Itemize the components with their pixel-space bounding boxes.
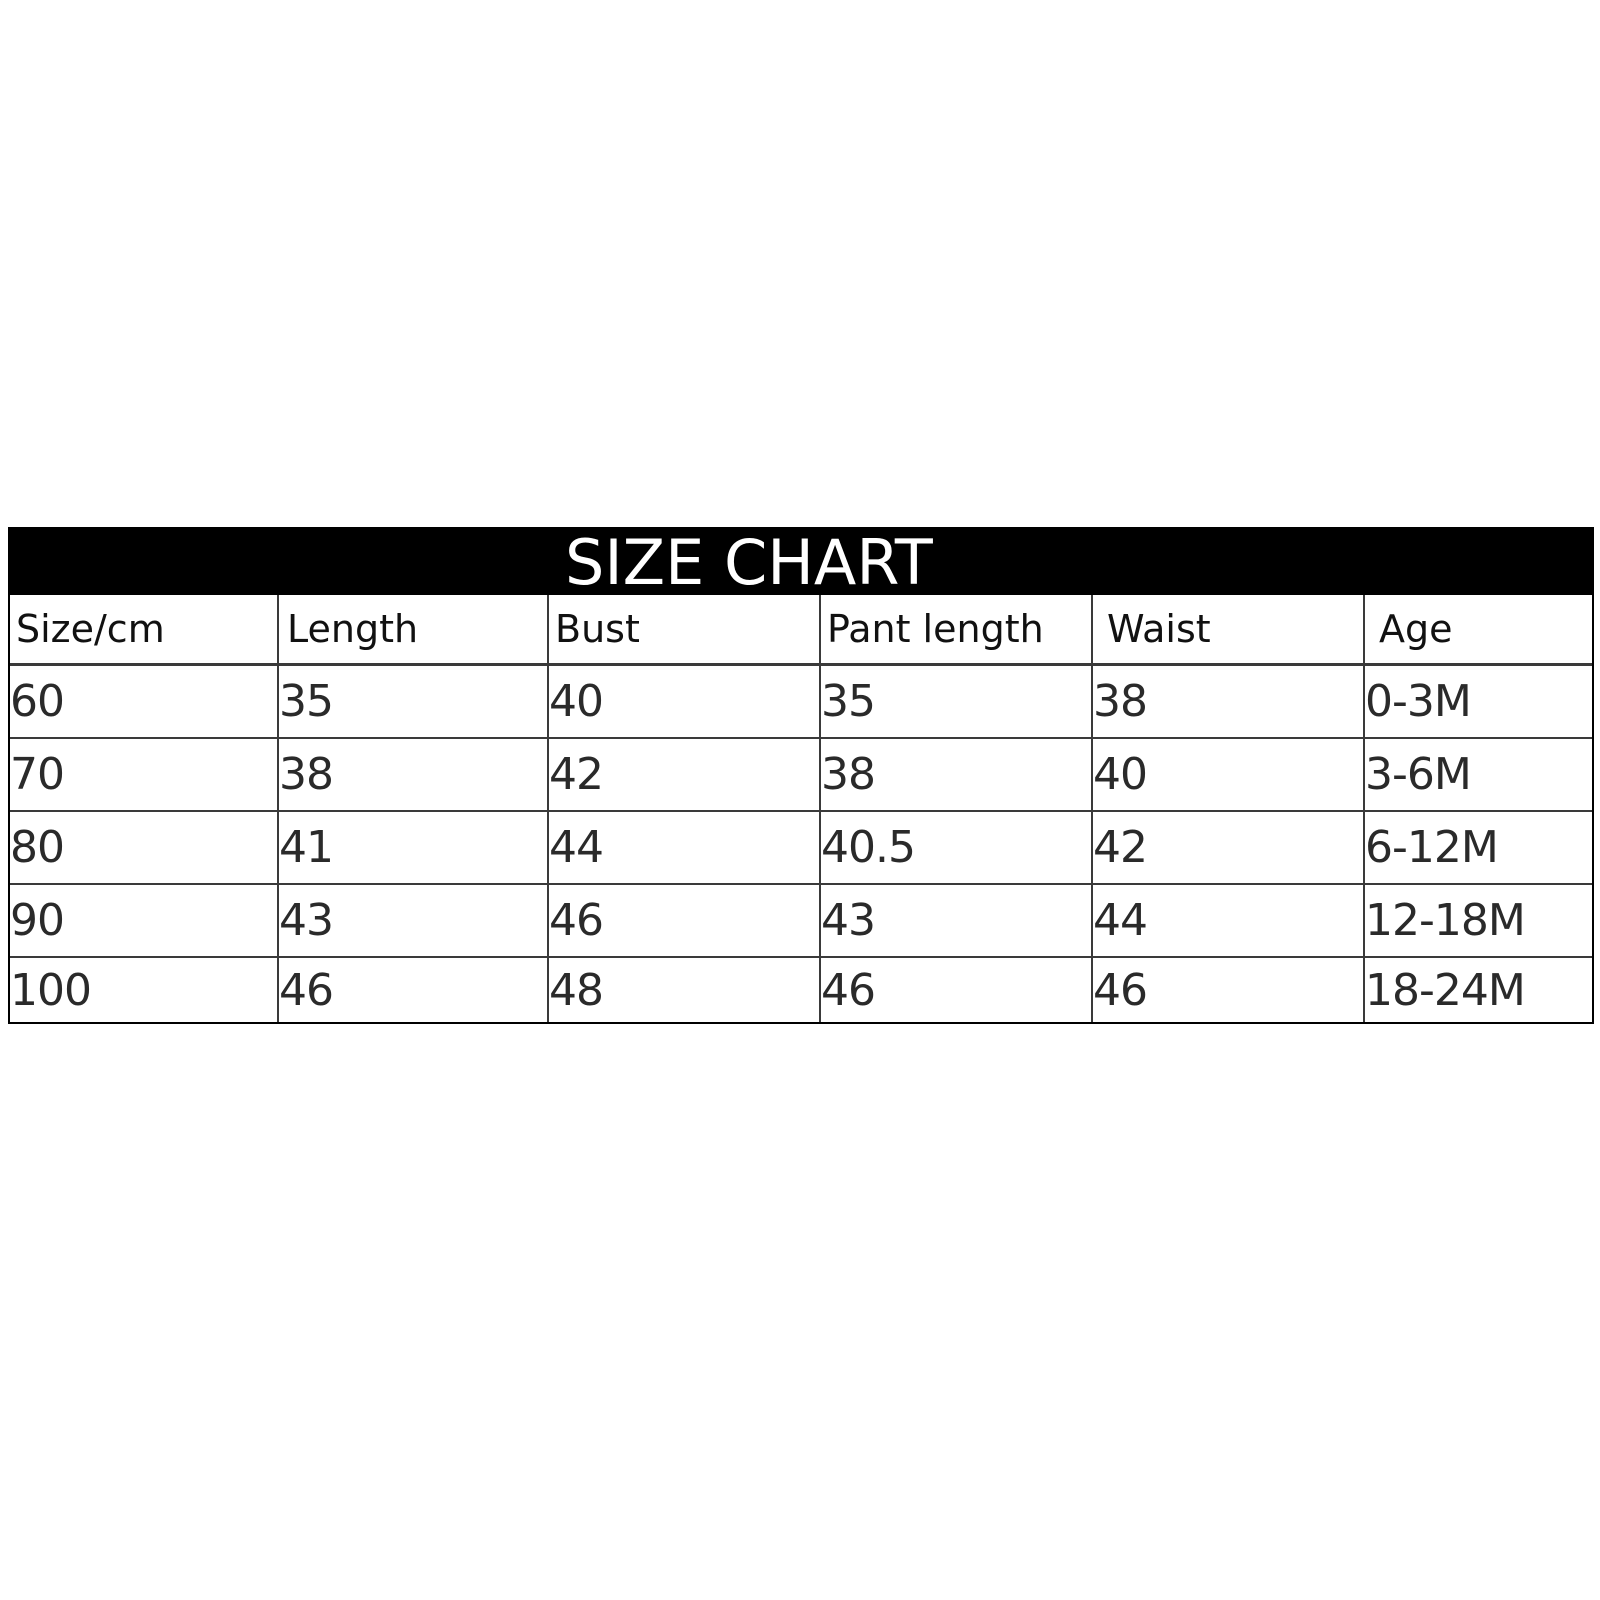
cell-bust: 40	[548, 665, 820, 739]
header-bust: Bust	[548, 595, 820, 665]
size-chart-table	[8, 527, 1594, 1024]
table-row	[10, 738, 1592, 811]
cell-size: 80	[10, 811, 278, 884]
chart-title: SIZE CHART	[565, 526, 933, 599]
header-size: Size/cm	[10, 595, 278, 665]
header-waist: Waist	[1092, 595, 1364, 665]
cell-length: 38	[278, 738, 548, 811]
cell-bust: 48	[548, 957, 820, 1022]
cell-pant-length: 40.5	[820, 811, 1092, 884]
cell-size: 100	[10, 957, 278, 1022]
header-row	[10, 595, 1592, 665]
cell-length: 46	[278, 957, 548, 1022]
cell-waist: 44	[1092, 884, 1364, 957]
table-row	[10, 811, 1592, 884]
header-pant-length: Pant length	[820, 595, 1092, 665]
cell-size: 70	[10, 738, 278, 811]
cell-length: 35	[278, 665, 548, 739]
cell-bust: 44	[548, 811, 820, 884]
title-bar	[10, 526, 1592, 599]
cell-age: 3-6M	[1364, 738, 1592, 811]
table-row	[10, 665, 1592, 739]
cell-age: 0-3M	[1364, 665, 1592, 739]
size-table	[10, 595, 1592, 1022]
cell-pant-length: 46	[820, 957, 1092, 1022]
cell-waist: 42	[1092, 811, 1364, 884]
cell-bust: 42	[548, 738, 820, 811]
cell-pant-length: 43	[820, 884, 1092, 957]
cell-waist: 40	[1092, 738, 1364, 811]
cell-length: 41	[278, 811, 548, 884]
table-row	[10, 884, 1592, 957]
cell-waist: 46	[1092, 957, 1364, 1022]
cell-pant-length: 38	[820, 738, 1092, 811]
header-age: Age	[1364, 595, 1592, 665]
header-length: Length	[278, 595, 548, 665]
cell-size: 60	[10, 665, 278, 739]
cell-age: 12-18M	[1364, 884, 1592, 957]
table-row	[10, 957, 1592, 1022]
cell-waist: 38	[1092, 665, 1364, 739]
cell-age: 18-24M	[1365, 964, 1525, 1016]
cell-age: 6-12M	[1364, 811, 1592, 884]
cell-size: 90	[10, 884, 278, 957]
cell-pant-length: 35	[820, 665, 1092, 739]
cell-length: 43	[278, 884, 548, 957]
cell-bust: 46	[548, 884, 820, 957]
